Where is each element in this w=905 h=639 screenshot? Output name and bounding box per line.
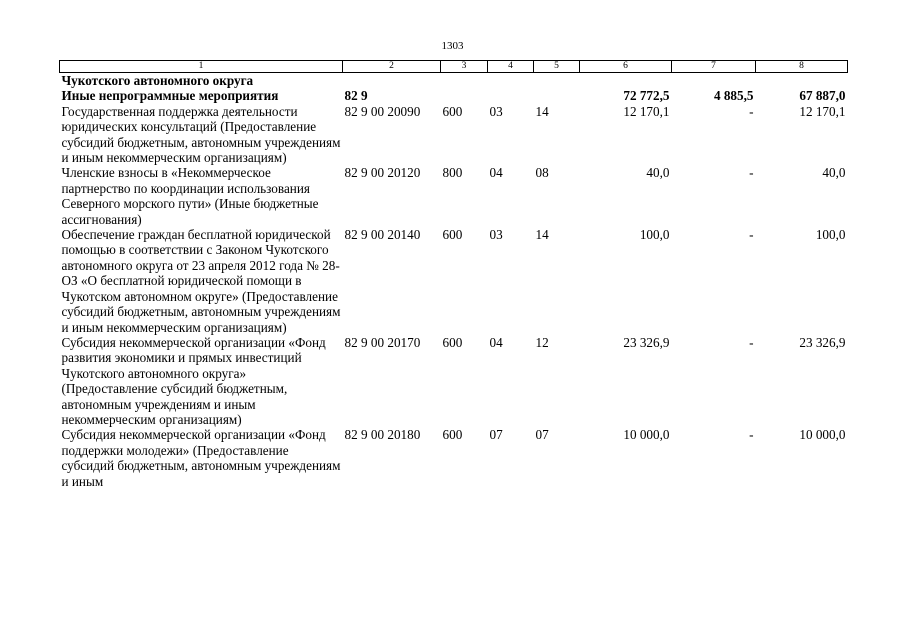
row-section xyxy=(488,73,534,89)
column-header-7: 7 xyxy=(672,61,756,73)
row-name: Субсидия некоммерческой организации «Фонд развития экономики и прямых инвестиций Чукотского автономного округа» (Предоставление субсидий бюджетным, автономным учреждениям и иным некоммерческим организациям) xyxy=(61,334,326,427)
row-name: Субсидия некоммерческой организации «Фонд поддержки молодежи» (Предоставление субсидий бюджетным, автономным учреждениям и иным xyxy=(61,427,341,489)
row-expense-type: 600 xyxy=(442,427,463,443)
row-amount-col7: - xyxy=(749,165,754,181)
row-amount-col8: 40,0 xyxy=(822,165,846,181)
row-name: Чукотского автономного округа xyxy=(61,73,254,88)
row-amount-total xyxy=(580,73,672,89)
row-amount-total: 12 170,1 xyxy=(623,103,670,119)
row-amount-col7: - xyxy=(749,227,754,243)
column-header-1: 1 xyxy=(60,61,343,73)
row-name: Обеспечение граждан бесплатной юридической помощью в соответствии с Законом Чукотского автономного округа от 23 апреля 2012 года № 28-ОЗ «О бесплатной юридической помощи в Чукотском автономном округе» (Предоставление субсидий бюджетным, автономным учреждениям и иным некоммерческим организациям) xyxy=(61,227,341,335)
row-expense-type: 600 xyxy=(442,334,463,350)
row-code: 82 9 00 20120 xyxy=(344,165,421,181)
table-row xyxy=(60,104,848,166)
row-expense-type xyxy=(441,73,488,89)
page-number: 1303 xyxy=(441,40,464,52)
column-header-2: 2 xyxy=(343,61,441,73)
table-row xyxy=(60,335,848,427)
row-subsection: 14 xyxy=(535,103,549,119)
table-body xyxy=(60,73,848,489)
row-amount-total: 10 000,0 xyxy=(623,427,670,443)
table-row xyxy=(60,227,848,335)
row-subsection: 08 xyxy=(535,165,549,181)
row-subsection: 12 xyxy=(535,334,549,350)
budget-table xyxy=(59,60,848,489)
row-expense-type: 600 xyxy=(442,103,463,119)
column-numbers-row xyxy=(60,61,848,73)
column-header-8: 8 xyxy=(756,61,848,73)
row-subsection xyxy=(534,88,580,103)
column-header-3: 3 xyxy=(441,61,488,73)
row-code: 82 9 xyxy=(344,88,368,104)
row-amount-col7: - xyxy=(749,103,754,119)
row-amount-col8: 67 887,0 xyxy=(799,88,846,104)
row-section: 07 xyxy=(489,427,503,443)
row-subsection xyxy=(534,73,580,89)
row-section: 03 xyxy=(489,103,503,119)
row-amount-total: 72 772,5 xyxy=(623,88,670,104)
row-name: Иные непрограммные мероприятия xyxy=(61,88,279,104)
row-code: 82 9 00 20170 xyxy=(344,334,421,350)
table-row xyxy=(60,73,848,89)
row-amount-col7: - xyxy=(749,334,754,350)
row-expense-type: 800 xyxy=(442,165,463,181)
row-amount-total: 100,0 xyxy=(639,227,670,243)
row-section xyxy=(488,88,534,103)
row-amount-col7: - xyxy=(749,427,754,443)
row-amount-col7 xyxy=(672,73,756,89)
row-section: 03 xyxy=(489,227,503,243)
row-amount-col8: 23 326,9 xyxy=(799,334,846,350)
row-amount-total: 23 326,9 xyxy=(623,334,670,350)
row-code: 82 9 00 20180 xyxy=(344,427,421,443)
row-subsection: 07 xyxy=(535,427,549,443)
row-amount-col8: 10 000,0 xyxy=(799,427,846,443)
row-expense-type: 600 xyxy=(442,227,463,243)
row-code: 82 9 00 20140 xyxy=(344,227,421,243)
row-name: Государственная поддержка деятельности юридических консультаций (Предоставление субсидий бюджетным, автономным учреждениям и иным некоммерческим организациям) xyxy=(61,103,341,166)
row-expense-type xyxy=(441,88,488,103)
row-name: Членские взносы в «Некоммерческое партнерство по координации использования Северного морского пути» (Иные бюджетные ассигнования) xyxy=(61,165,319,227)
row-amount-col7: 4 885,5 xyxy=(713,88,754,104)
row-subsection: 14 xyxy=(535,227,549,243)
row-code: 82 9 00 20090 xyxy=(344,103,421,119)
table-row xyxy=(60,88,848,103)
row-section: 04 xyxy=(489,165,503,181)
row-amount-col8: 12 170,1 xyxy=(799,103,846,119)
row-amount-col8: 100,0 xyxy=(815,227,846,243)
table-row xyxy=(60,427,848,489)
table-row xyxy=(60,165,848,227)
column-header-4: 4 xyxy=(488,61,534,73)
row-code xyxy=(343,73,441,89)
row-amount-col8 xyxy=(756,73,848,89)
column-header-6: 6 xyxy=(580,61,672,73)
row-section: 04 xyxy=(489,334,503,350)
column-header-5: 5 xyxy=(534,61,580,73)
row-amount-total: 40,0 xyxy=(646,165,670,181)
table-header xyxy=(60,61,848,73)
